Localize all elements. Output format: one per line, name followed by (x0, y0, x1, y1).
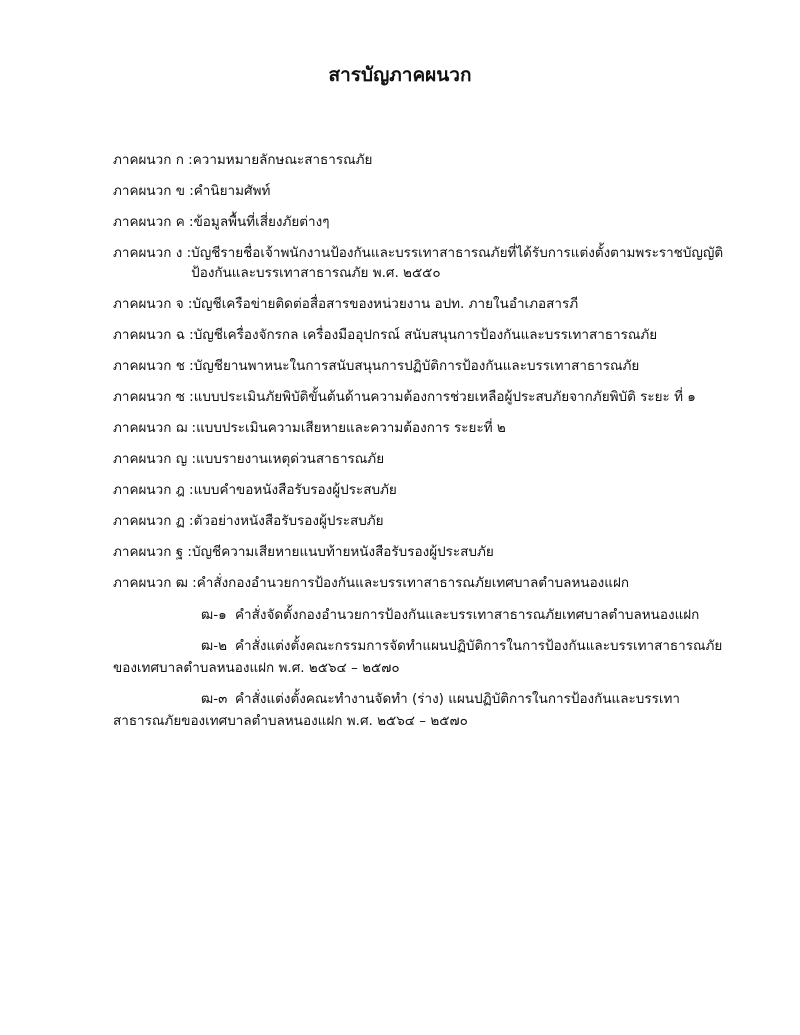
appendix-list (113, 150, 743, 741)
appendix-title: แบบประเมินภัยพิบัติขั้นต้นด้านความต้องการช่วยเหลือผู้ประสบภัยจากภัยพิบัติ ระยะ ที่ ๑ (193, 389, 696, 405)
page-title: สารบัญภาคผนวก (328, 64, 472, 86)
appendix-title: แบบคำขอหนังสือรับรองผู้ประสบภัย (193, 482, 397, 498)
subentry-title: คำสั่งแต่งตั้งคณะกรรมการจัดทำแผนปฏิบัติการในการป้องกันและบรรเทาสาธารณภัยของเทศบาลตำบลหนองแฝก พ.ศ. ๒๕๖๔ – ๒๕๗๐ (113, 638, 723, 676)
appendix-label: ภาคผนวก ฐ : (113, 544, 192, 560)
appendix-entry-d (113, 243, 743, 283)
appendix-entry-n (113, 573, 743, 593)
appendix-entry-h (113, 387, 743, 407)
appendix-label: ภาคผนวก ช : (113, 358, 194, 374)
subentry-code: ฒ-๒ (201, 638, 227, 654)
appendix-title: ความหมายลักษณะสาธารณภัย (192, 152, 373, 168)
subentry-code: ฒ-๓ (201, 691, 228, 707)
appendix-title: คำสั่งกองอำนวยการป้องกันและบรรเทาสาธารณภัยเทศบาลตำบลหนองแฝก (196, 575, 630, 591)
appendix-title: ตัวอย่างหนังสือรับรองผู้ประสบภัย (193, 513, 384, 529)
subentry-title: คำสั่งแต่งตั้งคณะทำงานจัดทำ (ร่าง) แผนปฏิบัติการในการป้องกันและบรรเทาสาธารณภัยของเทศบาลตำบลหนองแฝก พ.ศ. ๒๕๖๔ – ๒๕๗๐ (113, 691, 680, 729)
appendix-entry-m (113, 542, 743, 562)
appendix-title: แบบรายงานเหตุด่วนสาธารณภัย (196, 451, 385, 467)
subentry-code: ฒ-๑ (201, 607, 227, 623)
appendix-label: ภาคผนวก ข : (113, 183, 194, 199)
appendix-entry-b (113, 181, 743, 201)
appendix-entry-f (113, 325, 743, 345)
appendix-title: ข้อมูลพื้นที่เสี่ยงภัยต่างๆ (193, 214, 330, 230)
appendix-title: บัญชีรายชื่อเจ้าพนักงานป้องกันและบรรเทาสาธารณภัยที่ได้รับการแต่งตั้งตามพระราชบัญญัติป้องกันและบรรเทาสาธารณภัย พ.ศ. ๒๕๕๐ (191, 245, 724, 281)
appendix-title: แบบประเมินความเสียหายและความต้องการ ระยะที่ ๒ (196, 420, 506, 436)
appendix-label: ภาคผนวก ฉ : (113, 327, 194, 343)
appendix-title: บัญชียานพาหนะในการสนับสนุนการปฏิบัติการป้องกันและบรรเทาสาธารณภัย (193, 358, 640, 374)
appendix-entry-a (113, 150, 743, 170)
appendix-entry-k (113, 480, 743, 500)
appendix-title: บัญชีความเสียหายแนบท้ายหนังสือรับรองผู้ประสบภัย (191, 544, 494, 560)
appendix-label: ภาคผนวก จ : (113, 296, 193, 312)
appendix-subentry-2 (113, 635, 743, 679)
appendix-label: ภาคผนวก ฎ : (113, 482, 194, 498)
appendix-entry-i (113, 418, 743, 438)
appendix-label: ภาคผนวก ญ : (113, 451, 197, 467)
appendix-label: ภาคผนวก ก : (113, 152, 193, 168)
appendix-label: ภาคผนวก ฌ : (113, 420, 197, 436)
appendix-label: ภาคผนวก ค : (113, 214, 194, 230)
appendix-label: ภาคผนวก ฒ : (113, 575, 197, 591)
appendix-label: ภาคผนวก ซ : (113, 389, 194, 405)
subentry-title: คำสั่งจัดตั้งกองอำนวยการป้องกันและบรรเทาสาธารณภัยเทศบาลตำบลหนองแฝก (235, 607, 700, 623)
appendix-entry-l (113, 511, 743, 531)
appendix-entry-e (113, 294, 743, 314)
appendix-entry-j (113, 449, 743, 469)
appendix-title: คำนิยามศัพท์ (193, 183, 271, 199)
appendix-label: ภาคผนวก ง : (113, 245, 192, 261)
appendix-title: บัญชีเครือข่ายติดต่อสื่อสารของหน่วยงาน อปท. ภายในอำเภอสารภี (192, 296, 579, 312)
appendix-label: ภาคผนวก ฏ : (113, 513, 194, 529)
appendix-entry-c (113, 212, 743, 232)
appendix-title: บัญชีเครื่องจักรกล เครื่องมืออุปกรณ์ สนับสนุนการป้องกันและบรรเทาสาธารณภัย (193, 327, 658, 343)
appendix-subentry-3 (113, 688, 743, 732)
appendix-subentry-1 (113, 604, 743, 626)
appendix-entry-g (113, 356, 743, 376)
